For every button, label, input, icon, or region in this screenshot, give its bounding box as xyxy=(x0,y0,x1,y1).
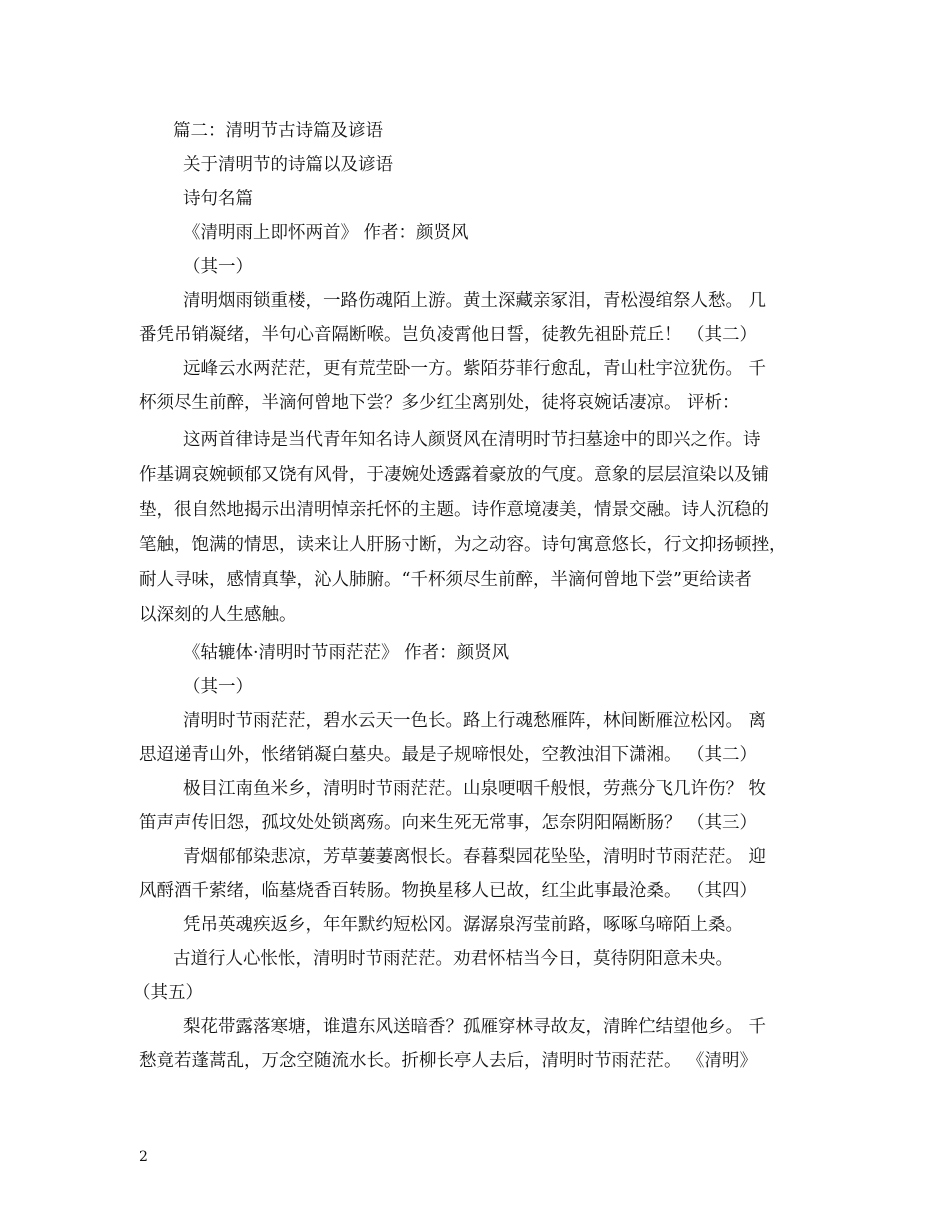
poem-line: 笛声声传旧怨，孤坟处处锁离殇。向来生死无常事，怎奈阴阳隔断肠？ （其三） xyxy=(139,813,758,833)
heading: 诗句名篇 xyxy=(183,189,253,209)
poem-part-label: （其一） xyxy=(183,677,253,697)
commentary-line: 以深刻的人生感触。 xyxy=(139,605,297,625)
commentary-line: 耐人寻味，感情真挚，沁人肺腑。“千杯须尽生前醉，半滴何曾地下尝”更给读者 xyxy=(139,570,752,590)
subtitle: 关于清明节的诗篇以及谚语 xyxy=(183,155,393,175)
poem-line: 风酹酒千萦绪，临墓烧香百转肠。物换星移人已故，红尘此事最沧桑。 （其四） xyxy=(139,881,758,901)
poem-part-label: （其五） xyxy=(133,983,203,1003)
poem-line: 杯须尽生前醉，半滴何曾地下尝？多少红尘离别处，徒将哀婉话凄凉。 评析： xyxy=(139,393,740,413)
poem-title: 《清明雨上即怀两首》 作者：颜贤风 xyxy=(183,223,469,243)
poem-part-label: （其一） xyxy=(183,257,253,277)
page-number: 2 xyxy=(139,1149,148,1165)
poem-line: 极目江南鱼米乡，清明时节雨茫茫。山泉哽咽千般恨，劳燕分飞几许伤？ 牧 xyxy=(183,779,767,799)
commentary-line: 笔触，饱满的情思，读来让人肝肠寸断，为之动容。诗句寓意悠长，行文抑扬顿挫， xyxy=(139,535,787,555)
commentary-line: 作基调哀婉顿郁又饶有风骨，于凄婉处透露着豪放的气度。意象的层层渲染以及铺 xyxy=(139,465,769,485)
poem-line: 思迢递青山外，怅绪销凝白墓央。最是子规啼恨处，空教浊泪下潇湘。 （其二） xyxy=(139,745,758,765)
commentary-line: 这两首律诗是当代青年知名诗人颜贤风在清明时节扫墓途中的即兴之作。诗 xyxy=(183,430,761,450)
section-title: 篇二：清明节古诗篇及谚语 xyxy=(173,121,383,141)
poem-line: 梨花带露落寒塘，谁遣东风送暗香？孤雁穿林寻故友，清眸伫结望他乡。 千 xyxy=(183,1017,767,1037)
commentary-line: 垫，很自然地揭示出清明悼亲托怀的主题。诗作意境凄美，情景交融。诗人沉稳的 xyxy=(139,500,769,520)
poem-title: 《轱辘体·清明时节雨茫茫》 作者：颜贤风 xyxy=(183,643,510,663)
poem-line: 愁竟若蓬蒿乱，万念空随流水长。折柳长亭人去后，清明时节雨茫茫。 《清明》 xyxy=(139,1051,758,1071)
poem-line: 清明烟雨锁重楼，一路伤魂陌上游。黄土深藏亲冢泪，青松漫绾祭人愁。 几 xyxy=(183,291,767,311)
poem-line: 远峰云水两茫茫，更有荒茔卧一方。紫陌芬菲行愈乱，青山杜宇泣犹伤。 千 xyxy=(183,359,767,379)
poem-line: 凭吊英魂疾返乡，年年默约短松冈。潺潺泉泻莹前路，啄啄乌啼陌上桑。 xyxy=(183,915,743,935)
poem-line: 清明时节雨茫茫，碧水云天一色长。路上行魂愁雁阵，林间断雁泣松冈。 离 xyxy=(183,711,767,731)
poem-line: 番凭吊销凝绪，半句心音隔断喉。岂负凌霄他日誓，徒教先祖卧荒丘！ （其二） xyxy=(139,325,758,345)
poem-line: 青烟郁郁染悲凉，芳草萋萋离恨长。春暮梨园花坠坠，清明时节雨茫茫。 迎 xyxy=(183,847,767,867)
poem-line: 古道行人心怅怅，清明时节雨茫茫。劝君怀桔当今日，莫待阴阳意未央。 xyxy=(173,949,733,969)
